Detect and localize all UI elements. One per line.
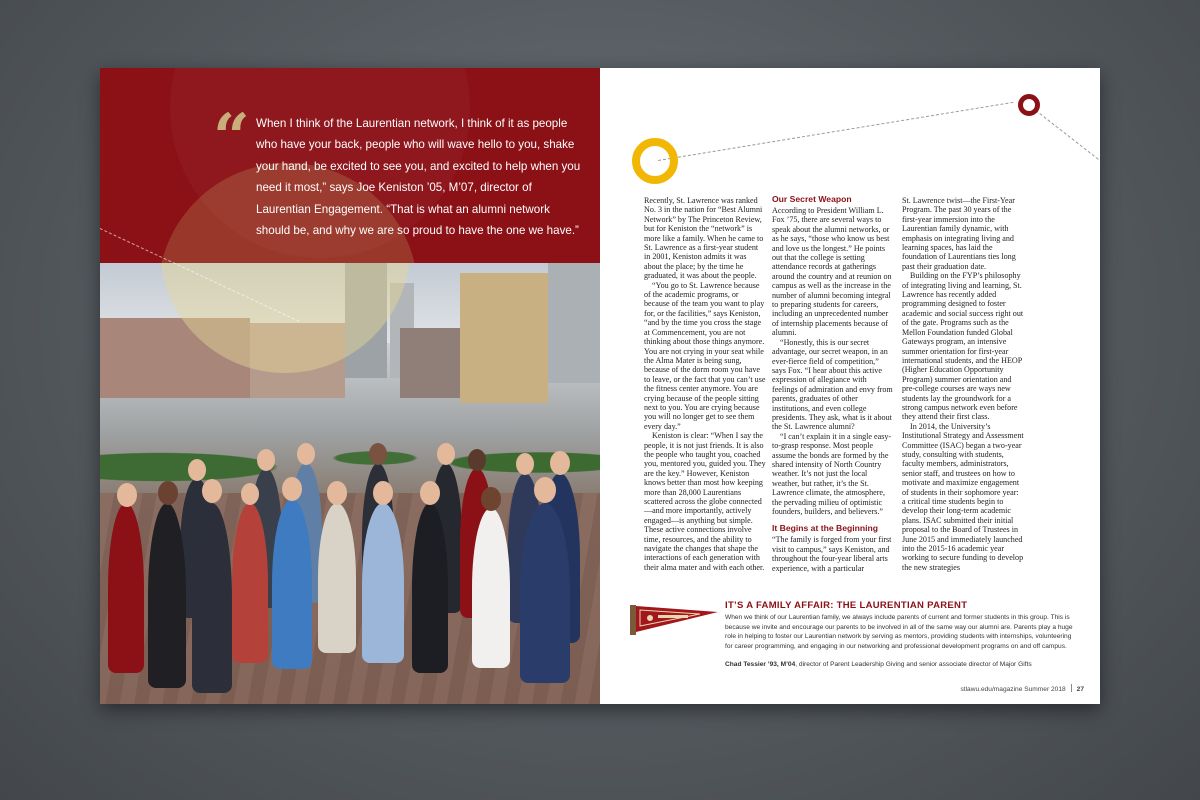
paragraph: According to President William L. Fox ’75, there are several ways to speak about the alumni networks, or as he says, “those who know us best and love us the longest.” He points out that the college is setting attendance records at gatherings around the country and at reunion on campus as well as the increase in the number of alumni becoming integral to preparing students for careers, including an unprecedented number of internship placements because of alumni. [772, 206, 892, 338]
footer-issue: Summer 2018 [1024, 686, 1066, 693]
person-head [550, 451, 570, 475]
credit-role: , director of Parent Leadership Giving and senior associate director of Major Gifts [795, 661, 1032, 668]
article-column-2 [772, 194, 894, 573]
pull-quote-text: When I think of the Laurentian network, I think of it as people who have your back, people who will wave hello to you, shake your hand, be excited to see you, and excited to help when you need it most,” says Joe Keniston ’05, M’07, director of Laurentian Engagement. “That is what an alumni network should be, and why we are so proud to have the one we have.” [256, 117, 581, 238]
person-head [516, 453, 534, 475]
person [148, 503, 186, 688]
article-column-1 [644, 196, 766, 572]
person-head [420, 481, 440, 505]
paragraph: Recently, St. Lawrence was ranked No. 3 in the nation for “Best Alumni Network” by The Princeton Review, but for Keniston the “network” is more like a family. When he came to St. Lawrence as a first-year student in 2001, Keniston admits it was about the place; by the time he graduated, it was about the people. [644, 196, 764, 281]
photo-building [548, 263, 600, 383]
paragraph: In 2014, the University’s Institutional Strategy and Assessment Committee (ISAC) began a two-year study, consulting with students, faculty members, administrators, senior staff, and trustees on how to motivate and maximize engagement of students in their sophomore year: a critical time students begin to develop their long-term academic plans. ISAC submitted their initial proposal to the Board of Trustees in June 2015 and immediately launched into the 2015-16 academic year working to secure funding to develop the new strategies [902, 421, 1024, 572]
person-head [241, 483, 259, 505]
article-column-3 [902, 196, 1024, 572]
person-head [117, 483, 137, 507]
person-head [257, 449, 275, 471]
quote-mark-icon: “ [213, 100, 250, 175]
paragraph: “I can’t explain it in a single easy-to-grasp response. Most people assume the bonds are formed by the shared intensity of North Country weather. It’s not just the local weather, but rather, it’s the St. Lawrence climate, the atmosphere, the pervading milieu of optimistic founders, builders, and believers.” [772, 431, 892, 516]
paragraph: “Honestly, this is our secret advantage, our secret weapon, in an ever-fierce field of competition,” says Fox. “I hear about this active expression of allegiance with feelings of admiration and envy from parents, graduates of other institutions, and even college presidents. They ask, what is it about the St. Lawrence alumni? [772, 337, 893, 432]
group-photo [100, 263, 600, 704]
person-head [282, 477, 302, 501]
person [520, 503, 570, 683]
page-number: 27 [1076, 686, 1084, 693]
ring-icon-crimson [1018, 94, 1040, 116]
person [232, 503, 268, 663]
person-head [158, 481, 178, 505]
sidebar-title: IT’S A FAMILY AFFAIR: THE LAURENTIAN PARENT [725, 600, 968, 611]
person [272, 499, 312, 669]
sidebar-parent-note [630, 598, 1073, 678]
person [108, 503, 144, 673]
person-head [327, 481, 347, 505]
photo-building [400, 328, 460, 398]
pennant-icon [630, 602, 720, 638]
person-head [369, 443, 387, 465]
person-head [373, 481, 393, 505]
section-heading: Our Secret Weapon [772, 194, 852, 204]
person [362, 503, 404, 663]
paragraph: “You go to St. Lawrence because of the academic programs, or because of the team you want to play for, or the facilities,” says Keniston, “and by the time you cross the stage at Commencement, you are not thinking about those things anymore. You are not crying in your seat while the Alma Mater is being sung, because of the dorm room you have to leave, or the fact that you can’t use the fitness center anymore. You are crying because of the people sitting next to you. You are crying because you will no longer get to see them every day.” [644, 280, 766, 431]
person-head [202, 479, 222, 503]
magazine-spread [100, 68, 1100, 704]
paragraph: Keniston is clear: “When I say the people, it is not just friends. It is also the people who taught you, coached you, mentored you, guided you. They are the key.” However, Keniston knows better than most how keeping more than 28,000 Laurentians scattered across the globe connected—and more importantly, actively engaged—is anything but simple. These active connections involve time, resources, and the ability to navigate the changes that shape the interactions of each generation with their alma mater and with each other. [644, 431, 766, 572]
person [318, 503, 356, 653]
section-heading: It Begins at the Beginning [772, 523, 878, 534]
pull-quote-panel [100, 68, 600, 263]
dotted-connector-line [658, 102, 1013, 161]
right-page [600, 68, 1100, 704]
person-head [297, 443, 315, 465]
footer-divider [1071, 684, 1072, 692]
person [192, 503, 232, 693]
ring-icon-gold [632, 138, 678, 184]
dotted-connector-line [1035, 110, 1100, 172]
paragraph: “The family is forged from your first visit to campus,” says Keniston, and throughout the four-year liberal arts experience, with a particular [772, 535, 892, 573]
sidebar-body: When we think of our Laurentian family, we always include parents of current and former students in this group. This is because we invite and encourage our parents to be involved in all of the same way our alumni are. Parents play a huge role in helping to foster our Laurentian network by serving as mentors, providing students with internships, volunteering for career programming, and engaging in our networking and professional development programs on and off campus. [725, 614, 1073, 650]
photo-building [460, 273, 548, 403]
person-head [534, 477, 556, 503]
page-footer [960, 684, 1084, 693]
left-page [100, 68, 600, 704]
person-head [468, 449, 486, 471]
footer-site: stlawu.edu/magazine [960, 686, 1023, 693]
person-head [188, 459, 206, 481]
person-head [437, 443, 455, 465]
credit-name: Chad Tessier ’93, M’04 [725, 661, 796, 668]
sidebar-credit [725, 660, 1075, 669]
person-head [481, 487, 501, 511]
paragraph: St. Lawrence twist—the First-Year Program. The past 30 years of the first-year immersion into the Laurentian family dynamic, with emphasis on integrating living and learning spaces, has laid the foundation of Laurentians ties long past their graduation date. [902, 196, 1016, 271]
person [472, 508, 510, 668]
paragraph: Building on the FYP’s philosophy of integrating living and learning, St. Lawrence has recently added programming designed to foster academic and social success right out of the gate. Programs such as the Mellon Foundation funded Global Gateways program, an intensive summer orientation for first-year international students, and the HEOP (Higher Education Opportunity Program) summer orientation and pre-college courses are ways new students lay the groundwork for a strong campus network even before they attend their first class. [902, 271, 1024, 422]
person [412, 503, 448, 673]
